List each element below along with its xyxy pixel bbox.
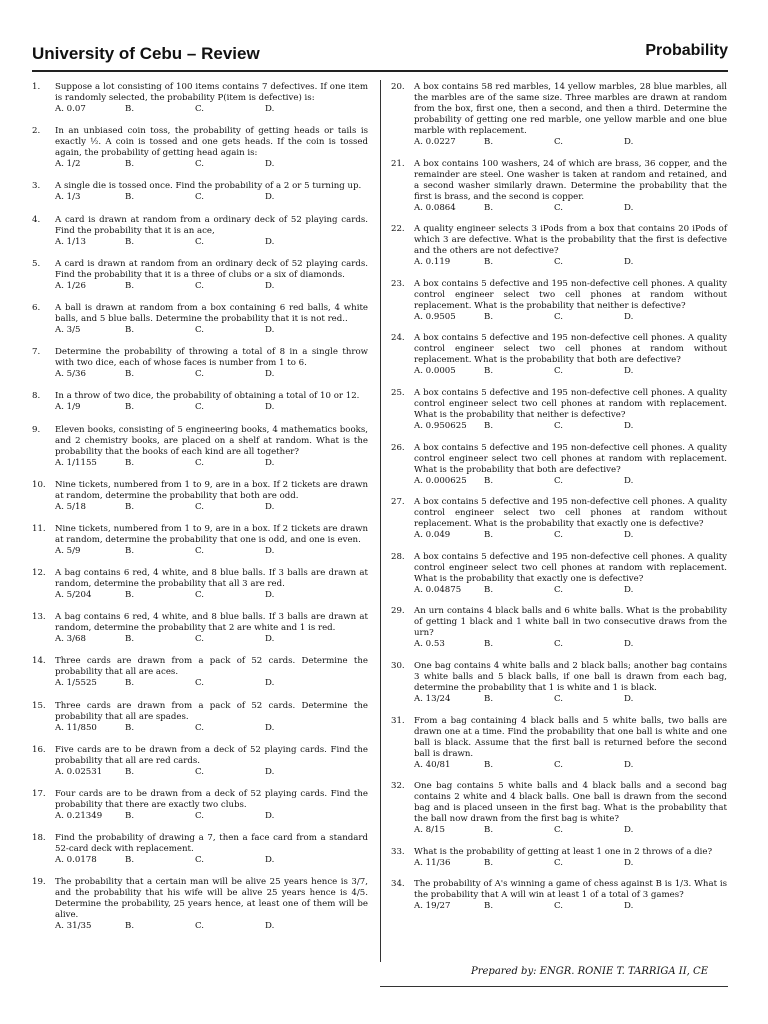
question-number: 9. — [32, 424, 41, 435]
answer-choices — [414, 530, 727, 541]
choice-c: C. — [195, 236, 205, 247]
question-number: 12. — [32, 568, 46, 579]
choice-b: B. — [125, 722, 135, 733]
question-text: What is the probability of getting at least 1 one in 2 throws of a die? — [414, 846, 713, 857]
question-text: A bag contains 6 red, 4 white, and 8 blue balls. If 3 balls are drawn at random, determine the probability that all 3 are red. — [55, 568, 368, 590]
choice-a: A. 11/36 — [414, 857, 451, 868]
answer-choices — [55, 458, 368, 469]
choice-d: D. — [624, 825, 634, 836]
question-item — [32, 701, 368, 734]
column-divider — [380, 80, 381, 962]
choice-b: B. — [125, 159, 135, 170]
choice-b: B. — [484, 475, 494, 486]
answer-choices — [55, 281, 368, 292]
question-item — [32, 425, 368, 469]
choice-d: D. — [265, 634, 275, 645]
question-text: A single die is tossed once. Find the probability of a 2 or 5 turning up. — [55, 181, 362, 192]
answer-choices — [55, 502, 368, 513]
choice-d: D. — [265, 545, 275, 556]
question-item — [32, 181, 368, 203]
choice-a: A. 0.000625 — [414, 475, 467, 486]
answer-choices — [55, 723, 368, 734]
question-number: 34. — [391, 879, 405, 890]
question-text: Eleven books, consisting of 5 engineering books, 4 mathematics books, and 2 chemistry books, are placed on a shelf at random. What is the probability that the books of each kind are all together? — [55, 424, 368, 457]
choice-a: A. 0.0005 — [414, 366, 456, 377]
choice-a: A. 3/5 — [55, 324, 81, 335]
choice-b: B. — [484, 639, 494, 650]
choice-d: D. — [624, 857, 634, 868]
choice-d: D. — [265, 501, 275, 512]
question-number: 28. — [391, 551, 405, 562]
question-text: One bag contains 4 white balls and 2 black balls; another bag contains 3 white balls and 5 black balls, if one ball is drawn from each bag, determine the probability that 1 is white and 1 is black. — [414, 660, 727, 693]
choice-d: D. — [624, 759, 634, 770]
choice-c: C. — [554, 825, 564, 836]
choice-a: A. 0.0178 — [55, 855, 97, 866]
choice-b: B. — [125, 104, 135, 114]
question-number: 13. — [32, 612, 46, 623]
choice-c: C. — [554, 257, 564, 268]
choice-c: C. — [195, 545, 205, 556]
choice-d: D. — [265, 921, 275, 932]
question-text: In a throw of two dice, the probability of obtaining a total of 10 or 12. — [55, 391, 360, 402]
question-number: 5. — [32, 258, 41, 269]
question-item — [32, 82, 368, 115]
question-number: 11. — [32, 523, 46, 534]
question-item — [391, 879, 727, 912]
choice-b: B. — [484, 584, 494, 595]
question-item — [32, 303, 368, 336]
choice-c: C. — [554, 475, 564, 486]
answer-choices — [55, 767, 368, 778]
question-item — [391, 847, 727, 869]
choice-c: C. — [195, 811, 205, 821]
choice-a: A. 1/13 — [55, 236, 86, 247]
choice-d: D. — [265, 280, 275, 291]
answer-choices — [414, 585, 727, 596]
question-text: A box contains 5 defective and 195 non-defective cell phones. A quality control engineer select two cell phones at random without replacement. What is the probability that neither is defective? — [414, 278, 727, 311]
question-number: 21. — [391, 158, 405, 169]
question-item — [391, 716, 727, 771]
answer-choices — [55, 192, 368, 203]
answer-choices — [55, 678, 368, 689]
choice-a: A. 5/36 — [55, 369, 86, 380]
choice-a: A. 1/9 — [55, 402, 81, 413]
question-item — [391, 388, 727, 432]
question-number: 3. — [32, 181, 41, 192]
choice-a: A. 3/68 — [55, 634, 86, 645]
answer-choices — [55, 855, 368, 866]
choice-d: D. — [265, 236, 275, 247]
choice-c: C. — [195, 280, 205, 291]
choice-a: A. 13/24 — [414, 693, 451, 704]
choice-a: A. 0.119 — [414, 257, 451, 268]
choice-d: D. — [265, 855, 275, 866]
question-text: A box contains 58 red marbles, 14 yellow marbles, 28 blue marbles, all the marbles are of the same size. Three marbles are drawn at random from the box, first one, then a second, and then a third. Determine the probability of getting one red marble, one yellow marble and one blue marble with replacement. — [414, 82, 727, 136]
question-text: Three cards are drawn from a pack of 52 cards. Determine the probability that all are aces. — [55, 656, 368, 678]
choice-b: B. — [125, 192, 135, 203]
question-number: 2. — [32, 126, 41, 137]
choice-b: B. — [125, 678, 135, 689]
question-number: 25. — [391, 387, 405, 398]
answer-choices — [414, 639, 727, 650]
choice-d: D. — [265, 369, 275, 380]
choice-a: A. 5/204 — [55, 590, 92, 601]
choice-d: D. — [265, 678, 275, 689]
choice-a: A. 1/2 — [55, 159, 81, 170]
question-number: 8. — [32, 391, 41, 402]
choice-a: A. 5/9 — [55, 545, 81, 556]
question-item — [32, 391, 368, 413]
choice-d: D. — [624, 693, 634, 704]
choice-b: B. — [484, 202, 494, 213]
choice-d: D. — [624, 639, 634, 650]
question-text: A box contains 5 defective and 195 non-defective cell phones. A quality control engineer select two cell phones at random without replacement. What is the probability that both are defective? — [414, 333, 727, 366]
choice-c: C. — [554, 311, 564, 322]
question-number: 23. — [391, 278, 405, 289]
choice-c: C. — [554, 202, 564, 213]
choice-d: D. — [624, 901, 634, 912]
choice-c: C. — [195, 501, 205, 512]
choice-a: A. 0.0864 — [414, 202, 456, 213]
choice-c: C. — [195, 855, 205, 866]
question-item — [32, 789, 368, 822]
question-text: A bag contains 6 red, 4 white, and 8 blue balls. If 3 balls are drawn at random, determine the probability that 2 are white and 1 is red. — [55, 612, 368, 634]
choice-c: C. — [195, 159, 205, 170]
choice-d: D. — [265, 457, 275, 468]
question-text: A box contains 5 defective and 195 non-defective cell phones. A quality control engineer select two cell phones at random without replacement. What is the probability that exactly one is defective? — [414, 497, 727, 530]
choice-d: D. — [624, 202, 634, 213]
question-text: Four cards are to be drawn from a deck of 52 playing cards. Find the probability that there are exactly two clubs. — [55, 789, 368, 810]
answer-choices — [55, 402, 368, 413]
choice-c: C. — [554, 366, 564, 377]
choice-a: A. 11/850 — [55, 722, 97, 733]
question-text: Find the probability of drawing a 7, then a face card from a standard 52-card deck with replacement. — [55, 833, 368, 855]
answer-choices — [414, 421, 727, 432]
question-item — [32, 568, 368, 601]
footer-rule — [380, 986, 728, 987]
answer-choices — [414, 312, 727, 323]
choice-d: D. — [265, 104, 275, 114]
choice-b: B. — [125, 501, 135, 512]
choice-b: B. — [125, 324, 135, 335]
question-item — [32, 259, 368, 292]
question-item — [391, 497, 727, 541]
choice-d: D. — [265, 192, 275, 203]
question-number: 20. — [391, 82, 405, 92]
choice-c: C. — [554, 530, 564, 541]
question-text: A card is drawn at random from an ordinary deck of 52 playing cards. Find the probability that it is a three of clubs or a six of diamonds. — [55, 258, 368, 280]
choice-d: D. — [624, 311, 634, 322]
choice-d: D. — [624, 257, 634, 268]
question-number: 14. — [32, 656, 46, 667]
question-item — [391, 443, 727, 487]
choice-b: B. — [125, 545, 135, 556]
choice-b: B. — [125, 855, 135, 866]
choice-c: C. — [195, 590, 205, 601]
question-item — [32, 656, 368, 689]
choice-b: B. — [125, 590, 135, 601]
choice-b: B. — [484, 693, 494, 704]
choice-a: A. 1/3 — [55, 192, 81, 203]
answer-choices — [414, 825, 727, 836]
page-header — [32, 40, 728, 72]
question-item — [32, 126, 368, 170]
choice-b: B. — [125, 236, 135, 247]
choice-b: B. — [125, 634, 135, 645]
question-number: 17. — [32, 789, 46, 799]
choice-a: A. 40/81 — [414, 759, 451, 770]
question-item — [391, 661, 727, 705]
question-item — [32, 833, 368, 866]
choice-d: D. — [624, 366, 634, 377]
choice-d: D. — [265, 766, 275, 777]
answer-choices — [55, 369, 368, 380]
choice-b: B. — [484, 825, 494, 836]
question-number: 24. — [391, 333, 405, 344]
choice-c: C. — [195, 192, 205, 203]
choice-c: C. — [195, 402, 205, 413]
question-number: 32. — [391, 781, 405, 792]
answer-choices — [55, 159, 368, 170]
question-text: Five cards are to be drawn from a deck of 52 playing cards. Find the probability that all are red cards. — [55, 744, 368, 766]
answer-choices — [55, 325, 368, 336]
choice-d: D. — [624, 137, 634, 147]
question-item — [391, 82, 727, 148]
question-text: A box contains 100 washers, 24 of which are brass, 36 copper, and the remainder are steel. One washer is taken at random and retained, and a second washer similarly drawn. Determine the probability that the first is brass, and the second is copper. — [414, 158, 727, 202]
question-number: 1. — [32, 82, 41, 92]
choice-a: A. 5/18 — [55, 501, 86, 512]
question-item — [391, 224, 727, 268]
question-text: The probability that a certain man will be alive 25 years hence is 3/7, and the probability that his wife will be alive 25 years hence is 4/5. Determine the probability, 25 years hence, at least one of them will be alive. — [55, 877, 368, 921]
answer-choices — [55, 811, 368, 822]
question-item — [32, 215, 368, 248]
choice-d: D. — [624, 420, 634, 431]
choice-b: B. — [484, 137, 494, 147]
answer-choices — [414, 203, 727, 214]
question-text: Determine the probability of throwing a total of 8 in a single throw with two dice, each of whose faces is number from 1 to 6. — [55, 347, 368, 369]
question-text: In an unbiased coin toss, the probability of getting heads or tails is exactly ½. A coin is tossed and one gets heads. If the coin is tossed again, the probability of getting head again is: — [55, 126, 368, 159]
choice-a: A. 0.02531 — [55, 766, 103, 777]
answer-choices — [414, 257, 727, 268]
question-number: 6. — [32, 302, 41, 313]
choice-d: D. — [265, 324, 275, 335]
choice-d: D. — [265, 159, 275, 170]
question-text: One bag contains 5 white balls and 4 black balls and a second bag contains 2 white and 4 black balls. One ball is drawn from the second bag and is placed unseen in the first bag. What is the probability that the ball now drawn from the first bag is white? — [414, 781, 727, 825]
question-text: The probability of A's winning a game of chess against B is 1/3. What is the probability that A will win at least 1 of a total of 3 games? — [414, 879, 727, 901]
choice-a: A. 0.049 — [414, 530, 451, 541]
answer-choices — [55, 546, 368, 557]
answer-choices — [414, 476, 727, 487]
choice-c: C. — [554, 759, 564, 770]
choice-a: A. 0.0227 — [414, 137, 456, 147]
answer-choices — [414, 901, 727, 912]
choice-b: B. — [484, 366, 494, 377]
choice-d: D. — [265, 722, 275, 733]
question-text: A card is drawn at random from a ordinary deck of 52 playing cards. Find the probability that it is an ace, — [55, 214, 368, 236]
choice-a: A. 1/26 — [55, 280, 86, 291]
question-text: Suppose a lot consisting of 100 items contains 7 defectives. If one item is randomly selected, the probability P(item is defective) is: — [55, 82, 368, 103]
choice-d: D. — [265, 811, 275, 821]
choice-c: C. — [195, 457, 205, 468]
question-number: 10. — [32, 479, 46, 490]
choice-c: C. — [554, 420, 564, 431]
question-text: Nine tickets, numbered from 1 to 9, are in a box. If 2 tickets are drawn at random, determine the probability that one is odd, and one is even. — [55, 523, 368, 545]
question-number: 4. — [32, 214, 41, 225]
choice-b: B. — [125, 280, 135, 291]
answer-choices — [414, 760, 727, 771]
choice-b: B. — [484, 530, 494, 541]
choice-a: A. 0.07 — [55, 104, 86, 114]
choice-a: A. 0.04875 — [414, 584, 462, 595]
answer-choices — [55, 237, 368, 248]
question-item — [32, 612, 368, 645]
question-item — [32, 877, 368, 932]
question-number: 7. — [32, 347, 41, 358]
choice-c: C. — [554, 901, 564, 912]
question-item — [32, 524, 368, 557]
question-number: 33. — [391, 846, 405, 857]
question-number: 19. — [32, 877, 46, 888]
choice-a: A. 19/27 — [414, 901, 451, 912]
choice-c: C. — [554, 584, 564, 595]
choice-b: B. — [125, 457, 135, 468]
question-item — [391, 552, 727, 596]
question-text: A ball is drawn at random from a box containing 6 red balls, 4 white balls, and 5 blue balls. Determine the probability that it is not red.. — [55, 302, 368, 324]
choice-c: C. — [195, 634, 205, 645]
question-number: 16. — [32, 744, 46, 755]
question-number: 29. — [391, 606, 405, 617]
question-text: Three cards are drawn from a pack of 52 cards. Determine the probability that all are spades. — [55, 700, 368, 722]
question-item — [391, 159, 727, 214]
question-text: Nine tickets, numbered from 1 to 9, are in a box. If 2 tickets are drawn at random, determine the probability that both are odd. — [55, 479, 368, 501]
choice-d: D. — [624, 530, 634, 541]
choice-c: C. — [195, 921, 205, 932]
choice-b: B. — [484, 857, 494, 868]
choice-a: A. 1/5525 — [55, 678, 97, 689]
question-text: A box contains 5 defective and 195 non-defective cell phones. A quality control engineer select two cell phones at random with replacement. What is the probability that exactly one is defective? — [414, 551, 727, 584]
choice-b: B. — [484, 311, 494, 322]
choice-b: B. — [484, 759, 494, 770]
choice-c: C. — [195, 104, 205, 114]
choice-a: A. 0.950625 — [414, 420, 467, 431]
question-number: 15. — [32, 700, 46, 711]
question-item — [391, 606, 727, 650]
choice-c: C. — [195, 369, 205, 380]
question-text: From a bag containing 4 black balls and 5 white balls, two balls are drawn one at a time. Find the probability that one ball is white and one ball is black. Assume that the first ball is returned before the second ball is drawn. — [414, 715, 727, 759]
choice-c: C. — [195, 722, 205, 733]
choice-a: A. 0.21349 — [55, 811, 103, 821]
choice-c: C. — [195, 324, 205, 335]
question-text: A box contains 5 defective and 195 non-defective cell phones. A quality control engineer select two cell phones at random with replacement. What is the probability that both are defective? — [414, 442, 727, 475]
left-column — [32, 82, 368, 944]
choice-b: B. — [125, 766, 135, 777]
choice-c: C. — [554, 639, 564, 650]
answer-choices — [414, 366, 727, 377]
question-item — [32, 480, 368, 513]
choice-d: D. — [265, 590, 275, 601]
choice-a: A. 1/1155 — [55, 457, 97, 468]
choice-b: B. — [484, 420, 494, 431]
choice-a: A. 0.9505 — [414, 311, 456, 322]
choice-b: B. — [125, 369, 135, 380]
choice-a: A. 0.53 — [414, 639, 445, 650]
answer-choices — [55, 634, 368, 645]
question-number: 26. — [391, 442, 405, 453]
question-number: 30. — [391, 660, 405, 671]
choice-c: C. — [195, 766, 205, 777]
choice-d: D. — [624, 475, 634, 486]
choice-c: C. — [554, 137, 564, 147]
choice-b: B. — [484, 901, 494, 912]
question-item — [391, 279, 727, 323]
subject-title: Probability — [645, 42, 728, 59]
choice-a: A. 8/15 — [414, 825, 445, 836]
answer-choices — [55, 590, 368, 601]
question-text: A quality engineer selects 3 iPods from a box that contains 20 iPods of which 3 are defective. What is the probability that the first is defective and the others are not defective? — [414, 224, 727, 257]
question-item — [391, 333, 727, 377]
question-number: 31. — [391, 715, 405, 726]
answer-choices — [55, 921, 368, 932]
question-item — [32, 745, 368, 778]
question-text: An urn contains 4 black balls and 6 white balls. What is the probability of getting 1 black and 1 white ball in two consecutive draws from the urn? — [414, 606, 727, 639]
choice-b: B. — [484, 257, 494, 268]
choice-a: A. 31/35 — [55, 921, 92, 932]
school-title: University of Cebu – Review — [32, 44, 260, 63]
question-number: 27. — [391, 497, 405, 508]
choice-b: B. — [125, 811, 135, 821]
answer-choices — [55, 104, 368, 115]
answer-choices — [414, 137, 727, 148]
question-item — [32, 347, 368, 380]
choice-b: B. — [125, 402, 135, 413]
answer-choices — [414, 694, 727, 705]
choice-b: B. — [125, 921, 135, 932]
question-number: 22. — [391, 224, 405, 235]
prepared-by: Prepared by: ENGR. RONIE T. TARRIGA II, CE — [470, 966, 708, 977]
question-text: A box contains 5 defective and 195 non-defective cell phones. A quality control engineer select two cell phones at random with replacement. What is the probability that neither is defective? — [414, 387, 727, 420]
question-item — [391, 781, 727, 836]
right-column — [391, 82, 727, 923]
question-number: 18. — [32, 833, 46, 844]
answer-choices — [414, 858, 727, 869]
choice-c: C. — [554, 693, 564, 704]
choice-c: C. — [195, 678, 205, 689]
choice-c: C. — [554, 857, 564, 868]
choice-d: D. — [624, 584, 634, 595]
choice-d: D. — [265, 402, 275, 413]
